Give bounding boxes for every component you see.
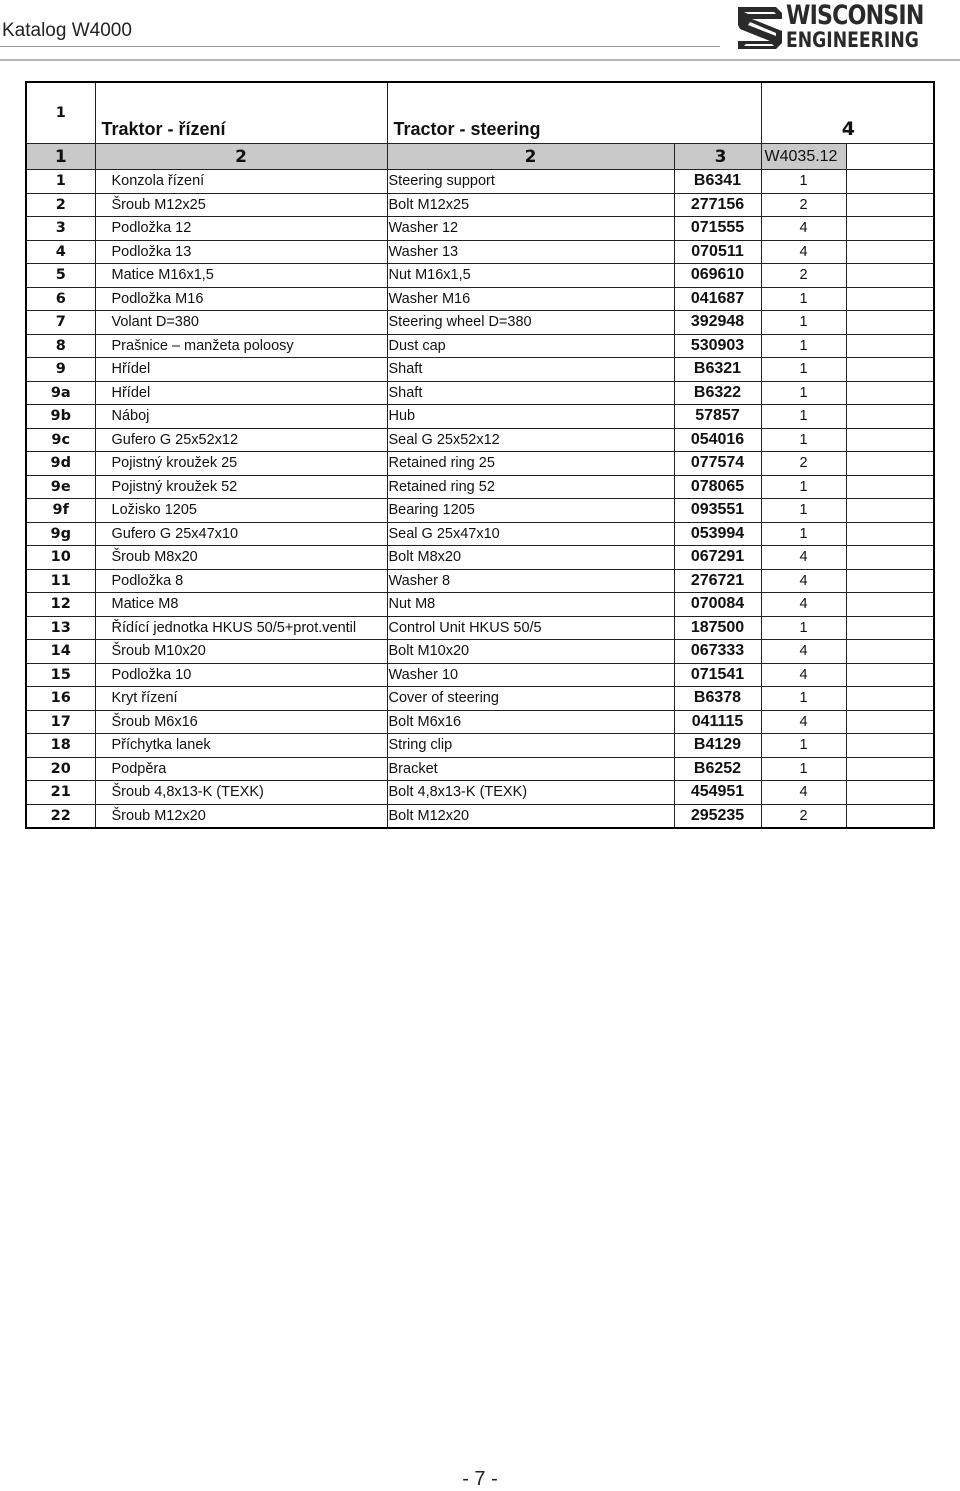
row-empty-cell — [846, 640, 934, 664]
table-row — [26, 264, 934, 288]
row-name-english: Bearing 1205 — [387, 499, 674, 523]
row-quantity: 1 — [761, 687, 846, 711]
row-part-code: B6321 — [674, 358, 761, 382]
row-quantity: 1 — [761, 734, 846, 758]
parts-table — [25, 81, 935, 829]
row-name-english: Washer 8 — [387, 569, 674, 593]
row-empty-cell — [846, 217, 934, 241]
row-part-code: 067333 — [674, 640, 761, 664]
row-part-code: 57857 — [674, 405, 761, 429]
logo-line-engineering: ENGINEERING — [786, 28, 919, 52]
row-part-code: 277156 — [674, 193, 761, 217]
row-name-czech: Šroub M6x16 — [95, 710, 387, 734]
row-quantity: 4 — [761, 217, 846, 241]
row-part-code: B6378 — [674, 687, 761, 711]
row-part-code: 276721 — [674, 569, 761, 593]
row-part-code: 070511 — [674, 240, 761, 264]
row-name-english: Bolt M8x20 — [387, 546, 674, 570]
row-name-english: Seal G 25x47x10 — [387, 522, 674, 546]
row-position: 9b — [26, 405, 95, 429]
row-name-czech: Ložisko 1205 — [95, 499, 387, 523]
table-row — [26, 687, 934, 711]
row-name-czech: Hřídel — [95, 381, 387, 405]
header-en: 2 — [387, 144, 674, 170]
row-part-code: B4129 — [674, 734, 761, 758]
row-position: 11 — [26, 569, 95, 593]
row-name-english: Washer M16 — [387, 287, 674, 311]
row-name-czech: Pojistný kroužek 25 — [95, 452, 387, 476]
row-name-czech: Podložka M16 — [95, 287, 387, 311]
row-name-czech: Šroub M8x20 — [95, 546, 387, 570]
row-quantity: 4 — [761, 593, 846, 617]
row-part-code: 187500 — [674, 616, 761, 640]
row-name-english: Bolt M12x25 — [387, 193, 674, 217]
row-position: 10 — [26, 546, 95, 570]
table-row — [26, 405, 934, 429]
wisconsin-emblem-icon — [736, 3, 784, 53]
row-quantity: 4 — [761, 240, 846, 264]
row-name-czech: Šroub M10x20 — [95, 640, 387, 664]
row-empty-cell — [846, 593, 934, 617]
row-part-code: 054016 — [674, 428, 761, 452]
table-row — [26, 358, 934, 382]
row-name-english: Retained ring 52 — [387, 475, 674, 499]
row-part-code: 071541 — [674, 663, 761, 687]
row-position: 4 — [26, 240, 95, 264]
row-empty-cell — [846, 804, 934, 828]
row-name-english: Steering support — [387, 170, 674, 194]
row-name-english: Washer 13 — [387, 240, 674, 264]
table-row — [26, 593, 934, 617]
row-empty-cell — [846, 193, 934, 217]
row-quantity: 1 — [761, 475, 846, 499]
row-quantity: 1 — [761, 405, 846, 429]
table-row — [26, 710, 934, 734]
row-name-english: Cover of steering — [387, 687, 674, 711]
row-name-czech: Hřídel — [95, 358, 387, 382]
row-name-czech: Kryt řízení — [95, 687, 387, 711]
row-part-code: 093551 — [674, 499, 761, 523]
row-name-english: Shaft — [387, 358, 674, 382]
row-quantity: 1 — [761, 334, 846, 358]
row-position: 2 — [26, 193, 95, 217]
table-row — [26, 499, 934, 523]
row-quantity: 1 — [761, 616, 846, 640]
row-empty-cell — [846, 428, 934, 452]
header-empty — [846, 144, 934, 170]
row-name-czech: Matice M8 — [95, 593, 387, 617]
table-row — [26, 311, 934, 335]
row-position: 9 — [26, 358, 95, 382]
table-row — [26, 381, 934, 405]
row-empty-cell — [846, 287, 934, 311]
row-empty-cell — [846, 264, 934, 288]
table-row — [26, 804, 934, 828]
row-name-english: Shaft — [387, 381, 674, 405]
row-name-czech: Šroub M12x20 — [95, 804, 387, 828]
table-row — [26, 428, 934, 452]
row-part-code: B6341 — [674, 170, 761, 194]
table-row — [26, 663, 934, 687]
row-position: 21 — [26, 781, 95, 805]
row-part-code: 041687 — [674, 287, 761, 311]
row-name-czech: Šroub M12x25 — [95, 193, 387, 217]
row-name-czech: Šroub 4,8x13-K (TEXK) — [95, 781, 387, 805]
row-position: 17 — [26, 710, 95, 734]
row-quantity: 4 — [761, 663, 846, 687]
page-number: - 7 - — [462, 1468, 498, 1490]
table-row — [26, 193, 934, 217]
table-row — [26, 522, 934, 546]
row-quantity: 4 — [761, 781, 846, 805]
table-row — [26, 616, 934, 640]
row-quantity: 2 — [761, 452, 846, 476]
row-empty-cell — [846, 687, 934, 711]
catalog-title: Katalog W4000 — [2, 20, 132, 41]
table-row — [26, 452, 934, 476]
row-empty-cell — [846, 616, 934, 640]
row-position: 13 — [26, 616, 95, 640]
table-header-row — [26, 144, 934, 170]
row-empty-cell — [846, 170, 934, 194]
row-quantity: 4 — [761, 569, 846, 593]
row-quantity: 1 — [761, 170, 846, 194]
logo-line-wisconsin: WISCONSIN — [786, 0, 924, 31]
row-empty-cell — [846, 334, 934, 358]
row-quantity: 1 — [761, 522, 846, 546]
row-position: 6 — [26, 287, 95, 311]
row-name-english: Dust cap — [387, 334, 674, 358]
row-name-czech: Matice M16x1,5 — [95, 264, 387, 288]
row-empty-cell — [846, 569, 934, 593]
header-code: 3 — [674, 144, 761, 170]
row-empty-cell — [846, 710, 934, 734]
row-name-english: Bolt M12x20 — [387, 804, 674, 828]
row-name-czech: Podložka 10 — [95, 663, 387, 687]
table-row — [26, 217, 934, 241]
row-name-english: Steering wheel D=380 — [387, 311, 674, 335]
row-name-czech: Gufero G 25x52x12 — [95, 428, 387, 452]
row-name-czech: Podložka 13 — [95, 240, 387, 264]
row-quantity: 1 — [761, 287, 846, 311]
row-name-english: Washer 12 — [387, 217, 674, 241]
row-empty-cell — [846, 405, 934, 429]
row-position: 22 — [26, 804, 95, 828]
row-part-code: 053994 — [674, 522, 761, 546]
row-empty-cell — [846, 522, 934, 546]
wisconsin-logo — [736, 2, 936, 54]
assembly-number: 1 — [26, 82, 95, 144]
row-part-code: 295235 — [674, 804, 761, 828]
header-pos: 1 — [26, 144, 95, 170]
row-name-czech: Náboj — [95, 405, 387, 429]
table-row — [26, 334, 934, 358]
row-position: 12 — [26, 593, 95, 617]
row-position: 9c — [26, 428, 95, 452]
row-name-english: Nut M8 — [387, 593, 674, 617]
row-name-czech: Podložka 12 — [95, 217, 387, 241]
row-name-czech: Prašnice – manžeta poloosy — [95, 334, 387, 358]
table-title-row — [26, 82, 934, 144]
row-name-english: Bolt M6x16 — [387, 710, 674, 734]
row-position: 9e — [26, 475, 95, 499]
row-empty-cell — [846, 734, 934, 758]
row-quantity: 1 — [761, 311, 846, 335]
header-group: W4035.12 — [761, 144, 846, 170]
row-name-czech: Pojistný kroužek 52 — [95, 475, 387, 499]
row-quantity: 1 — [761, 757, 846, 781]
row-part-code: B6322 — [674, 381, 761, 405]
table-row — [26, 170, 934, 194]
row-position: 9a — [26, 381, 95, 405]
row-name-czech: Řídící jednotka HKUS 50/5+prot.ventil — [95, 616, 387, 640]
table-row — [26, 734, 934, 758]
row-quantity: 1 — [761, 499, 846, 523]
row-empty-cell — [846, 663, 934, 687]
row-position: 9f — [26, 499, 95, 523]
header-cz: 2 — [95, 144, 387, 170]
row-position: 9g — [26, 522, 95, 546]
row-name-english: Bolt 4,8x13-K (TEXK) — [387, 781, 674, 805]
row-position: 8 — [26, 334, 95, 358]
row-quantity: 2 — [761, 804, 846, 828]
row-quantity: 2 — [761, 193, 846, 217]
row-name-english: Retained ring 25 — [387, 452, 674, 476]
row-part-code: 069610 — [674, 264, 761, 288]
row-quantity: 1 — [761, 358, 846, 382]
row-position: 9d — [26, 452, 95, 476]
row-quantity: 2 — [761, 264, 846, 288]
row-part-code: 530903 — [674, 334, 761, 358]
row-name-english: Control Unit HKUS 50/5 — [387, 616, 674, 640]
row-empty-cell — [846, 358, 934, 382]
row-part-code: 078065 — [674, 475, 761, 499]
row-empty-cell — [846, 475, 934, 499]
row-empty-cell — [846, 757, 934, 781]
row-position: 1 — [26, 170, 95, 194]
row-name-english: Bracket — [387, 757, 674, 781]
row-position: 20 — [26, 757, 95, 781]
row-part-code: 454951 — [674, 781, 761, 805]
title-extra: 4 — [761, 82, 934, 144]
table-row — [26, 475, 934, 499]
table-row — [26, 287, 934, 311]
title-english: Tractor - steering — [387, 82, 761, 144]
header-rule — [0, 46, 720, 47]
row-name-english: Nut M16x1,5 — [387, 264, 674, 288]
table-row — [26, 757, 934, 781]
title-czech: Traktor - řízení — [95, 82, 387, 144]
row-position: 16 — [26, 687, 95, 711]
row-part-code: B6252 — [674, 757, 761, 781]
table-row — [26, 546, 934, 570]
row-quantity: 1 — [761, 428, 846, 452]
row-name-english: String clip — [387, 734, 674, 758]
row-part-code: 392948 — [674, 311, 761, 335]
row-position: 5 — [26, 264, 95, 288]
row-empty-cell — [846, 311, 934, 335]
row-name-czech: Gufero G 25x47x10 — [95, 522, 387, 546]
row-position: 18 — [26, 734, 95, 758]
row-quantity: 1 — [761, 381, 846, 405]
logo-text — [786, 2, 954, 51]
row-part-code: 070084 — [674, 593, 761, 617]
row-name-czech: Volant D=380 — [95, 311, 387, 335]
row-empty-cell — [846, 499, 934, 523]
row-name-czech: Podpěra — [95, 757, 387, 781]
row-quantity: 4 — [761, 546, 846, 570]
row-empty-cell — [846, 452, 934, 476]
row-empty-cell — [846, 781, 934, 805]
row-position: 3 — [26, 217, 95, 241]
row-name-english: Bolt M10x20 — [387, 640, 674, 664]
row-position: 15 — [26, 663, 95, 687]
row-part-code: 077574 — [674, 452, 761, 476]
row-part-code: 067291 — [674, 546, 761, 570]
row-name-english: Seal G 25x52x12 — [387, 428, 674, 452]
row-empty-cell — [846, 381, 934, 405]
row-empty-cell — [846, 240, 934, 264]
row-name-english: Washer 10 — [387, 663, 674, 687]
header-divider — [0, 59, 960, 61]
row-name-czech: Konzola řízení — [95, 170, 387, 194]
table-row — [26, 240, 934, 264]
row-empty-cell — [846, 546, 934, 570]
row-quantity: 4 — [761, 710, 846, 734]
row-position: 7 — [26, 311, 95, 335]
table-row — [26, 640, 934, 664]
row-name-czech: Podložka 8 — [95, 569, 387, 593]
table-row — [26, 569, 934, 593]
row-part-code: 041115 — [674, 710, 761, 734]
row-quantity: 4 — [761, 640, 846, 664]
table-row — [26, 781, 934, 805]
row-position: 14 — [26, 640, 95, 664]
row-name-czech: Příchytka lanek — [95, 734, 387, 758]
row-part-code: 071555 — [674, 217, 761, 241]
row-name-english: Hub — [387, 405, 674, 429]
